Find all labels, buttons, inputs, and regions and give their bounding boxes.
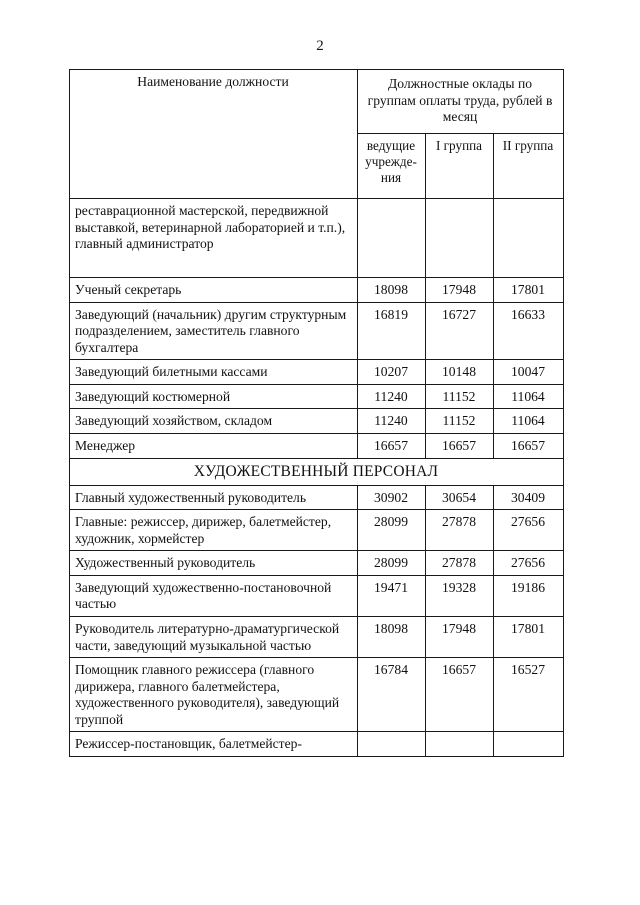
position-name-cell: реставрационной мастерской, передвижной выставкой, ветеринарной лабораторией и т.п.), главный администратор: [70, 199, 358, 278]
table-row: [70, 384, 564, 409]
salary-leading-cell: 11240: [358, 409, 426, 434]
salary-group1-cell: 17948: [426, 278, 494, 303]
salary-group2-cell: 30409: [494, 485, 564, 510]
salary-group2-cell: [494, 199, 564, 278]
table-row: [70, 510, 564, 551]
salary-group2-cell: 27656: [494, 510, 564, 551]
table-row: [70, 278, 564, 303]
salary-group2-cell: 16657: [494, 434, 564, 459]
position-name-cell: Художественный руководитель: [70, 551, 358, 576]
salary-group2-cell: 11064: [494, 409, 564, 434]
position-name-cell: Заведующий билетными кассами: [70, 360, 358, 385]
salary-group2-cell: 10047: [494, 360, 564, 385]
salary-group2-cell: 11064: [494, 384, 564, 409]
salary-table: [69, 69, 564, 757]
table-row: [70, 302, 564, 360]
position-name-cell: Главный художественный руководитель: [70, 485, 358, 510]
salary-group2-cell: [494, 732, 564, 757]
salary-leading-cell: 18098: [358, 617, 426, 658]
table-row: [70, 732, 564, 757]
salary-leading-cell: 28099: [358, 510, 426, 551]
table-row: [70, 360, 564, 385]
salary-leading-cell: 16657: [358, 434, 426, 459]
salary-leading-cell: 16819: [358, 302, 426, 360]
table-row: [70, 575, 564, 616]
salary-group1-cell: 16657: [426, 434, 494, 459]
position-name-cell: Руководитель литературно-драматургической части, заведующий музыкальной частью: [70, 617, 358, 658]
salary-group1-cell: 16657: [426, 658, 494, 732]
position-name-cell: Менеджер: [70, 434, 358, 459]
salary-group1-cell: 11152: [426, 409, 494, 434]
table-row: [70, 409, 564, 434]
table-row: [70, 434, 564, 459]
salary-group1-cell: 10148: [426, 360, 494, 385]
salary-group1-cell: 11152: [426, 384, 494, 409]
salary-leading-cell: 10207: [358, 360, 426, 385]
header-salary-group: Должностные оклады по группам оплаты труда, рублей в месяц: [358, 70, 564, 134]
position-name-cell: Главные: режиссер, дирижер, балетмейстер, художник, хормейстер: [70, 510, 358, 551]
salary-group1-cell: 16727: [426, 302, 494, 360]
salary-group2-cell: 19186: [494, 575, 564, 616]
table-row: [70, 551, 564, 576]
page-number: 2: [316, 38, 324, 54]
salary-group2-cell: 17801: [494, 617, 564, 658]
salary-leading-cell: 28099: [358, 551, 426, 576]
section-title: ХУДОЖЕСТВЕННЫЙ ПЕРСОНАЛ: [70, 458, 564, 485]
salary-group1-cell: 27878: [426, 551, 494, 576]
header-group-1: I группа: [426, 134, 494, 199]
table-row: [70, 617, 564, 658]
salary-group1-cell: [426, 199, 494, 278]
salary-group1-cell: 19328: [426, 575, 494, 616]
position-name-cell: Заведующий костюмерной: [70, 384, 358, 409]
salary-leading-cell: [358, 732, 426, 757]
salary-leading-cell: 19471: [358, 575, 426, 616]
table-row: [70, 485, 564, 510]
salary-leading-cell: 11240: [358, 384, 426, 409]
header-group-2: II группа: [494, 134, 564, 199]
salary-leading-cell: [358, 199, 426, 278]
salary-group2-cell: 27656: [494, 551, 564, 576]
position-name-cell: Ученый секретарь: [70, 278, 358, 303]
salary-leading-cell: 16784: [358, 658, 426, 732]
position-name-cell: Заведующий художественно-постановочной частью: [70, 575, 358, 616]
header-position-name: Наименование должности: [70, 70, 358, 199]
salary-group1-cell: 17948: [426, 617, 494, 658]
salary-group1-cell: [426, 732, 494, 757]
salary-group2-cell: 16527: [494, 658, 564, 732]
header-leading-institutions: ведущие учрежде-ния: [358, 134, 426, 199]
table-row: [70, 199, 564, 278]
salary-group2-cell: 17801: [494, 278, 564, 303]
position-name-cell: Помощник главного режиссера (главного дирижера, главного балетмейстера, художественного руководителя), заведующий труппой: [70, 658, 358, 732]
salary-leading-cell: 30902: [358, 485, 426, 510]
position-name-cell: Заведующий хозяйством, складом: [70, 409, 358, 434]
salary-group1-cell: 30654: [426, 485, 494, 510]
salary-leading-cell: 18098: [358, 278, 426, 303]
position-name-cell: Заведующий (начальник) другим структурным подразделением, заместитель главного бухгалтера: [70, 302, 358, 360]
salary-group1-cell: 27878: [426, 510, 494, 551]
table-row: [70, 658, 564, 732]
salary-group2-cell: 16633: [494, 302, 564, 360]
position-name-cell: Режиссер-постановщик, балетмейстер-: [70, 732, 358, 757]
